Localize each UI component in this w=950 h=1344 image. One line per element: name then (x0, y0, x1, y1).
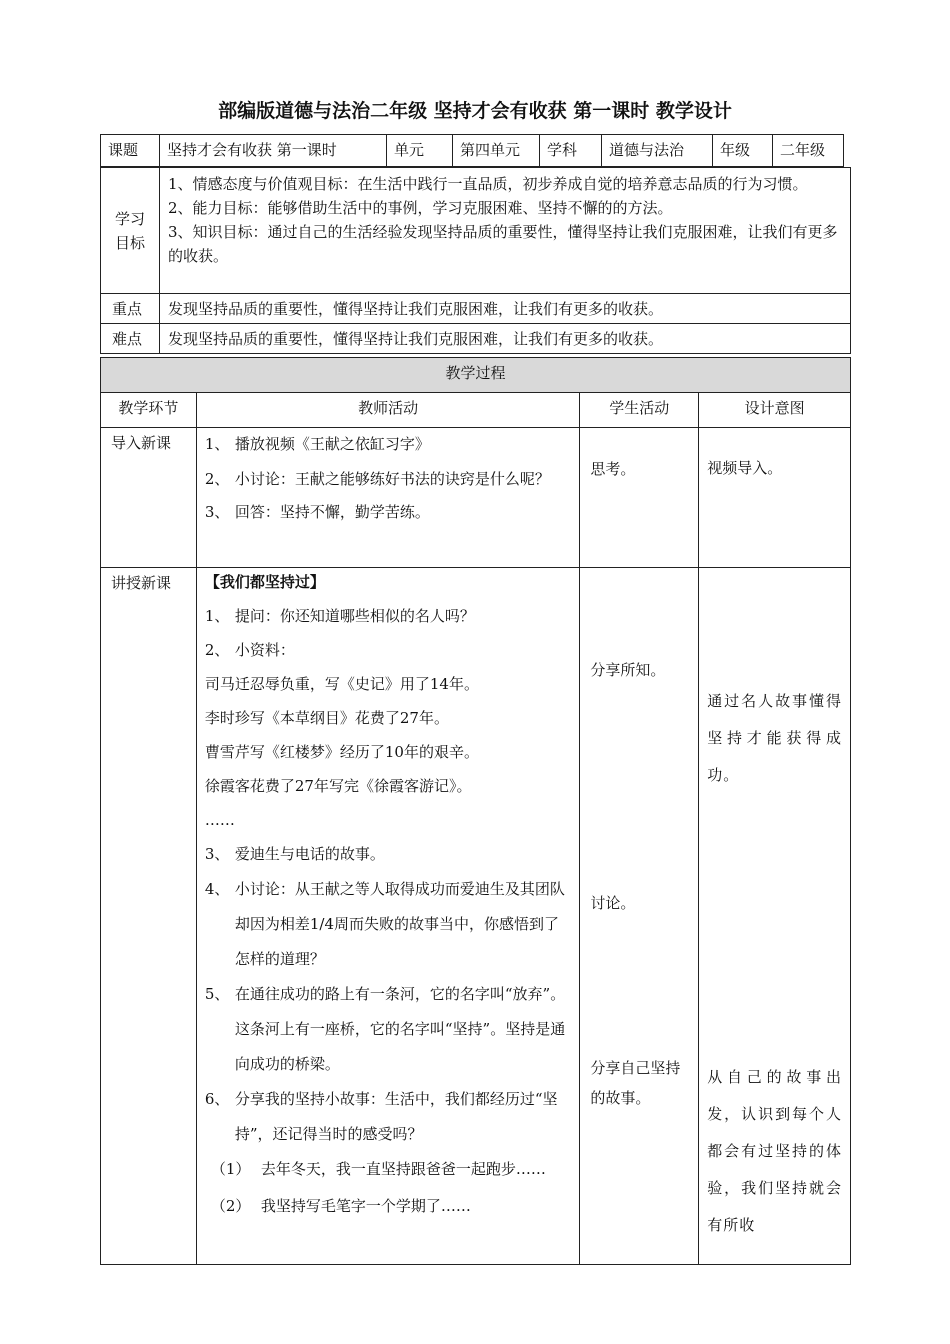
list-item: 1、 播放视频《王献之依缸习字》 (204, 435, 430, 453)
info-cell: 年级 (713, 135, 773, 167)
list-item: （2） 我坚持写毛笔字一个学期了…… (210, 1197, 471, 1215)
list-item: 3、 回答：坚持不懈，勤学苦练。 (204, 503, 430, 521)
goals-label: 学习目标 (101, 168, 160, 294)
info-cell: 课题 (101, 135, 160, 167)
goal-item: 2、能力目标：能够借助生活中的事例，学习克服困难、坚持不懈的的方法。 (168, 199, 673, 217)
goals-table (100, 167, 851, 354)
key-point-label: 重点 (101, 294, 160, 324)
fact-line: 曹雪芹写《红楼梦》经历了10年的艰辛。 (204, 743, 479, 761)
column-header: 教学环节 (101, 393, 197, 428)
teacher-activity (196, 568, 580, 1265)
student-note: 分享自己坚持的故事。 (590, 1059, 681, 1107)
info-cell: 道德与法治 (602, 135, 713, 167)
info-cell: 单元 (387, 135, 453, 167)
section-heading: 【我们都坚持过】 (204, 573, 325, 591)
column-header: 学生活动 (580, 393, 699, 428)
difficult-point-label: 难点 (101, 324, 160, 354)
info-cell: 第四单元 (453, 135, 540, 167)
intent-note: 从自己的故事出发，认识到每个人都会有过坚持的体验，我们坚持就会有所收 (707, 1068, 842, 1234)
list-item: 6、 分享我的坚持小故事：生活中，我们都经历过“坚持”，还记得当时的感受吗？ (204, 1090, 558, 1143)
student-note: 分享所知。 (590, 661, 666, 679)
design-intent (699, 568, 851, 1265)
list-item: 5、 在通往成功的路上有一条河，它的名字叫“放弃”。这条河上有一座桥，它的名字叫“坚持”。坚持是通向成功的桥梁。 (204, 985, 566, 1073)
info-cell: 学科 (540, 135, 602, 167)
info-table (100, 134, 844, 167)
list-item: 2、 小资料： (204, 641, 295, 659)
fact-line: …… (204, 811, 235, 829)
fact-line: 李时珍写《本草纲目》花费了27年。 (204, 709, 449, 727)
info-cell: 二年级 (773, 135, 844, 167)
goals-text (160, 168, 851, 294)
list-item: 3、 爱迪生与电话的故事。 (204, 845, 385, 863)
column-header: 设计意图 (699, 393, 851, 428)
process-table (100, 357, 851, 1265)
design-intent: 视频导入。 (699, 428, 851, 568)
list-item: 4、 小讨论：从王献之等人取得成功而爱迪生及其团队却因为相差1/4周而失败的故事当中，你感悟到了怎样的道理？ (204, 880, 565, 968)
student-activity: 思考。 (580, 428, 699, 568)
document-title: 部编版道德与法治二年级 坚持才会有收获 第一课时 教学设计 (218, 100, 732, 122)
goal-item: 3、知识目标：通过自己的生活经验发现坚持品质的重要性，懂得坚持让我们克服困难，让我们有更多的收获。 (168, 223, 838, 265)
info-cell: 坚持才会有收获 第一课时 (160, 135, 387, 167)
stage-cell: 讲授新课 (101, 568, 197, 1265)
student-note: 讨论。 (590, 894, 636, 912)
fact-line: 徐霞客花费了27年写完《徐霞客游记》。 (204, 777, 472, 795)
list-item: 1、 提问：你还知道哪些相似的名人吗？ (204, 607, 475, 625)
intro-row (101, 428, 851, 568)
fact-line: 司马迁忍辱负重，写《史记》用了14年。 (204, 675, 479, 693)
key-point-text: 发现坚持品质的重要性，懂得坚持让我们克服困难，让我们有更多的收获。 (160, 294, 851, 324)
column-header: 教师活动 (196, 393, 580, 428)
list-item: （1） 去年冬天，我一直坚持跟爸爸一起跑步…… (210, 1160, 546, 1178)
intent-note: 通过名人故事懂得坚持才能获得成功。 (707, 692, 842, 784)
difficult-point-text: 发现坚持品质的重要性，懂得坚持让我们克服困难，让我们有更多的收获。 (160, 324, 851, 354)
goal-item: 1、情感态度与价值观目标：在生活中践行一直品质，初步养成自觉的培养意志品质的行为习惯。 (168, 175, 808, 193)
process-banner: 教学过程 (101, 358, 851, 393)
teacher-activity (196, 428, 580, 568)
new-lesson-row (101, 568, 851, 1265)
list-item: 2、 小讨论：王献之能够练好书法的诀窍是什么呢？ (204, 470, 550, 488)
student-activity (580, 568, 699, 1265)
stage-cell: 导入新课 (101, 428, 197, 568)
